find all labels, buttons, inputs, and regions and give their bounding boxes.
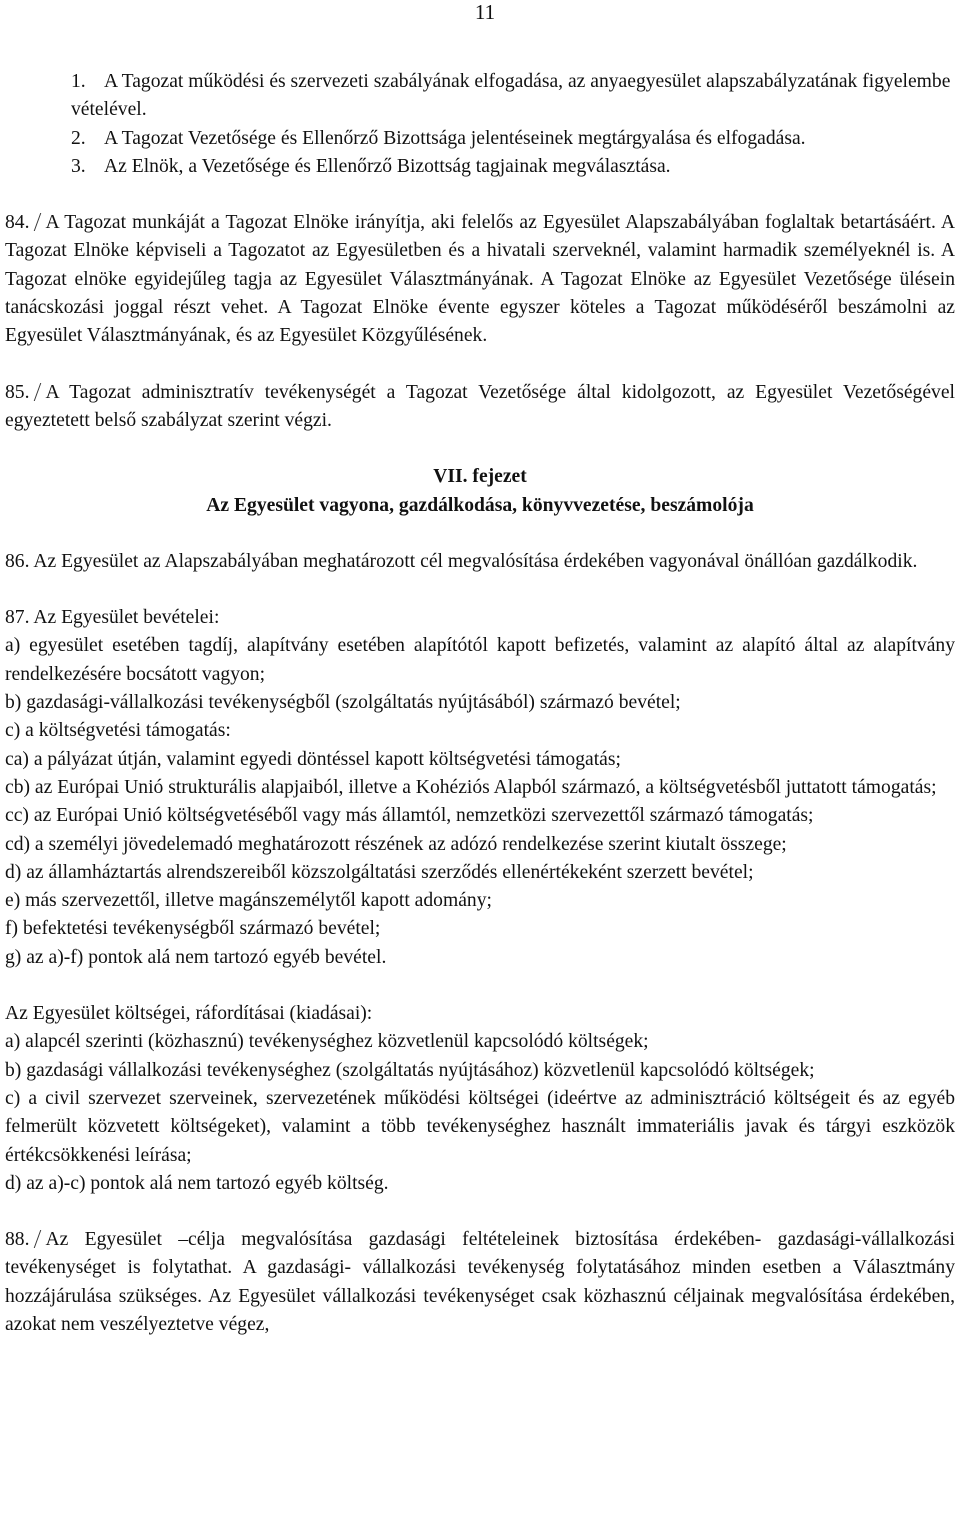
- cost-item: a) alapcél szerinti (közhasznú) tevékenységhez közvetlenül kapcsolódó költségek;: [5, 1031, 649, 1053]
- paragraph-number: 86.: [5, 550, 30, 572]
- section-mark-icon: [34, 1230, 42, 1248]
- income-item: d) az államháztartás alrendszereiből közszolgáltatási szerződés ellenértékeként szerzett bevétel;: [5, 861, 754, 883]
- paragraph-88: 88. Az Egyesület –célja megvalósítása gazdasági feltételeinek biztosítása érdekében- gazdasági-vállalkozási tevékenységet is folytathat. A gazdasági- vállalkozási tevékenység folytatásához minden esetben a Választmány hozzájárulása szükséges. Az Egyesület vállalkozási tevékenységet csak közhasznú céljainak megvalósítása érdekében, azokat nem veszélyeztetve végez,: [5, 1229, 955, 1335]
- cost-item: c) a civil szervezet szerveinek, szervezetének működési költségei (ideértve az adminisztráció költségeit és az egyéb felmerült közvetett költségeket), valamint a több tevékenységhez használt immateriális javak és tárgyi eszközök értékcsökkenési leírása;: [5, 1087, 955, 1166]
- paragraph-84: 84. A Tagozat munkáját a Tagozat Elnöke irányítja, aki felelős az Egyesület Alapszabályában foglaltak betartásáért. A Tagozat Elnöke képviseli a Tagozatot az Egyesületben és a hivatali szerveknél, valamint harmadik személyeknél is. A Tagozat elnöke egyidejűleg tagja az Egyesület Választmányának. A Tagozat Elnöke az Egyesület Vezetősége ülésein tanácskozási joggal részt vehet. A Tagozat Elnöke évente egyszer köteles a Tagozat működéséről beszámolni az Egyesület Választmányának, és az Egyesület Közgyűlésének.: [5, 212, 955, 347]
- income-item: f) befektetési tevékenységből származó bevétel;: [5, 918, 381, 940]
- cost-item: b) gazdasági vállalkozási tevékenységhez (szolgáltatás nyújtásához) közvetlenül kapcsolódó költségek;: [5, 1059, 815, 1081]
- income-item: b) gazdasági-vállalkozási tevékenységből (szolgáltatás nyújtásából) származó bevétel;: [5, 692, 681, 714]
- paragraph-number: 84.: [5, 212, 30, 234]
- document-body: [5, 68, 955, 1339]
- income-item: g) az a)-f) pontok alá nem tartozó egyéb bevétel.: [5, 946, 387, 968]
- costs-intro: Az Egyesület költségei, ráfordításai (kiadásai):: [5, 1003, 373, 1025]
- paragraph-87-intro: 87. Az Egyesület bevételei:: [5, 607, 220, 629]
- paragraph-number: 85.: [5, 381, 30, 403]
- paragraph-86: 86. Az Egyesület az Alapszabályában meghatározott cél megvalósítása érdekében vagyonával önállóan gazdálkodik.: [5, 550, 918, 572]
- income-item: e) más szervezettől, illetve magánszemélytől kapott adomány;: [5, 890, 492, 912]
- cost-item: d) az a)-c) pontok alá nem tartozó egyéb költség.: [5, 1172, 389, 1194]
- paragraph-number: 87.: [5, 607, 30, 629]
- income-item: cd) a személyi jövedelemadó meghatározott részének az adózó rendelkezése szerint kiutalt összege;: [5, 833, 787, 855]
- income-item: a) egyesület esetében tagdíj, alapítvány esetében alapítótól kapott befizetés, valamint az alapító által az alapítvány rendelkezésére bocsátott vagyon;: [5, 635, 955, 685]
- paragraph-85: 85. A Tagozat adminisztratív tevékenységét a Tagozat Vezetősége által kidolgozott, az Egyesület Vezetőségével egyeztetett belső szabályzat szerint végzi.: [5, 381, 955, 431]
- list-item: 2. A Tagozat Vezetősége és Ellenőrző Bizottsága jelentéseinek megtárgyalása és elfogadása.: [71, 127, 806, 149]
- income-item: cb) az Európai Unió strukturális alapjaiból, illetve a Kohéziós Alapból származó, a költségvetésből juttatott támogatás;: [5, 776, 937, 798]
- chapter-title: Az Egyesület vagyona, gazdálkodása, könyvvezetése, beszámolója: [206, 494, 754, 516]
- income-item: c) a költségvetési támogatás:: [5, 720, 231, 742]
- section-mark-icon: [34, 213, 42, 231]
- income-item: cc) az Európai Unió költségvetéséből vagy más államtól, nemzetközi szervezettől származó támogatás;: [5, 805, 814, 827]
- page-number: 11: [474, 0, 496, 24]
- income-item: ca) a pályázat útján, valamint egyedi döntéssel kapott költségvetési támogatás;: [5, 748, 621, 770]
- agenda-list: [5, 68, 955, 181]
- list-item: 1. A Tagozat működési és szervezeti szabályának elfogadása, az anyaegyesület alapszabályzatának figyelembe vételével.: [71, 71, 951, 121]
- section-mark-icon: [34, 383, 42, 401]
- paragraph-number: 88.: [5, 1229, 30, 1251]
- list-item: 3. Az Elnök, a Vezetősége és Ellenőrző Bizottság tagjainak megválasztása.: [71, 155, 671, 177]
- chapter-number: VII. fejezet: [433, 466, 527, 488]
